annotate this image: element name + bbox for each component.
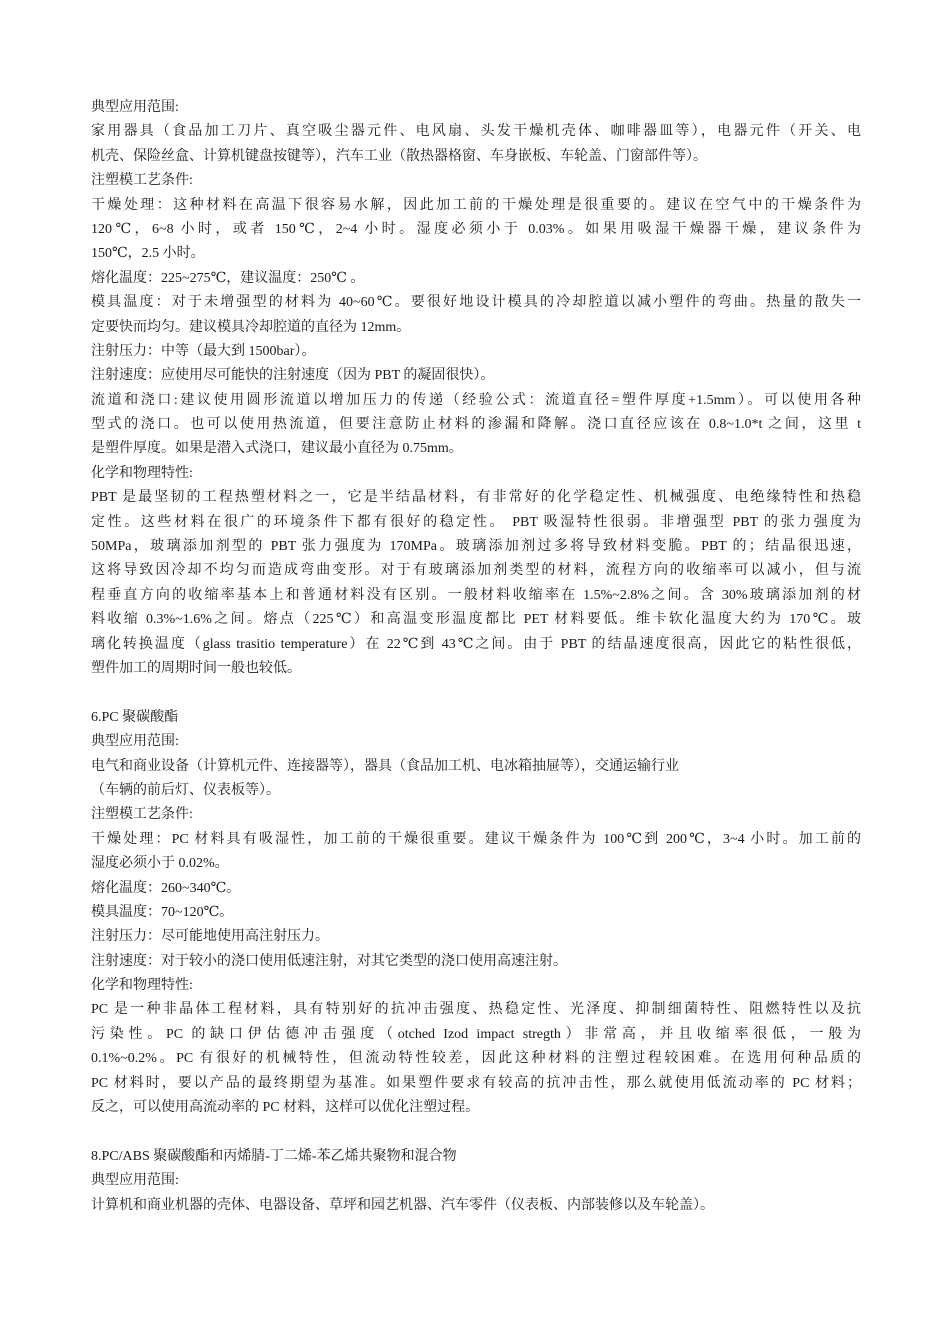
text-line: 注射压力：中等（最大到 1500bar）。 <box>91 343 316 359</box>
text-line: 6.PC 聚碳酸酯 <box>91 709 179 725</box>
section-pc-abs <box>91 1145 861 1218</box>
document-page <box>91 96 861 1218</box>
text-line: PC 材料时，要以产品的最终期望为基准。如果塑件要求有较高的抗冲击性，那么就使用低流动率的 PC 材料； <box>91 1075 861 1091</box>
text-line: PBT 是最坚韧的工程热塑材料之一，它是半结晶材料，有非常好的化学稳定性、机械强度、电绝缘特性和热稳 <box>91 490 861 506</box>
text-line: 型式的浇口。也可以使用热流道，但要注意防止材料的渗漏和降解。浇口直径应该在 0.8~1.0*t 之间，这里 t <box>91 417 861 433</box>
text-line: 料收缩 0.3%~1.6%之间。熔点（225℃）和高温变形温度都比 PET 材料要低。维卡软化温度大约为 170℃。玻 <box>91 612 861 628</box>
text-line: 流道和浇口:建议使用圆形流道以增加压力的传递（经验公式：流道直径=塑件厚度+1.5mm）。可以使用各种 <box>91 392 861 408</box>
text-line: 污染性。PC 的缺口伊估德冲击强度（otched Izod impact stregth）非常高，并且收缩率很低，一般为 <box>91 1026 861 1042</box>
text-line: 化学和物理特性: <box>91 465 193 481</box>
text-line: 典型应用范围: <box>91 1173 179 1189</box>
text-line: 定性。这些材料在很广的环境条件下都有很好的稳定性。 PBT 吸湿特性很弱。非增强型 PBT 的张力强度为 <box>91 514 861 530</box>
text-line: 模具温度：对于未增强型的材料为 40~60℃。要很好地设计模具的冷却腔道以减小塑件的弯曲。热量的散失一 <box>91 295 861 311</box>
section-gap <box>91 1120 861 1144</box>
text-line: 注射压力：尽可能地使用高注射压力。 <box>91 929 329 945</box>
text-line: 典型应用范围: <box>91 100 179 115</box>
text-line: 注射速度：应使用尽可能快的注射速度（因为 PBT 的凝固很快）。 <box>91 368 495 384</box>
text-line: 化学和物理特性: <box>91 978 193 994</box>
text-line: 150℃，2.5 小时。 <box>91 246 205 262</box>
text-line: 典型应用范围: <box>91 734 179 750</box>
text-line: 模具温度：70~120℃。 <box>91 904 234 920</box>
section-pc <box>91 706 861 1121</box>
text-line: 程垂直方向的收缩率基本上和普通材料没有区别。一般材料收缩率在 1.5%~2.8%之间。含 30%玻璃添加剂的材 <box>91 587 861 603</box>
text-line: 璃化转换温度（glass trasitio temperature）在 22℃到 43℃之间。由于 PBT 的结晶速度很高，因此它的粘性很低， <box>91 636 861 652</box>
text-line: 熔化温度：260~340℃。 <box>91 880 241 896</box>
text-line: 熔化温度：225~275℃，建议温度：250℃ 。 <box>91 270 365 286</box>
text-line: 50MPa，玻璃添加剂型的 PBT 张力强度为 170MPa。玻璃添加剂过多将导致材料变脆。PBT 的；结晶很迅速， <box>91 539 861 555</box>
text-line: 电气和商业设备（计算机元件、连接器等），器具（食品加工机、电冰箱抽屉等），交通运输行业 <box>91 758 679 774</box>
text-line: 是塑件厚度。如果是潜入式浇口，建议最小直径为 0.75mm。 <box>91 441 463 457</box>
text-line: （车辆的前后灯、仪表板等）。 <box>91 782 280 798</box>
text-line: 120℃，6~8 小时，或者 150℃，2~4 小时。湿度必须小于 0.03%。如果用吸湿干燥器干燥，建议条件为 <box>91 221 861 237</box>
text-line: 0.1%~0.2%。PC 有很好的机械特性，但流动特性较差，因此这种材料的注塑过程较困难。在选用何种品质的 <box>91 1051 861 1067</box>
text-line: 家用器具（食品加工刀片、真空吸尘器元件、电风扇、头发干燥机壳体、咖啡器皿等），电器元件（开关、电 <box>91 124 861 140</box>
text-line: 湿度必须小于 0.02%。 <box>91 856 229 872</box>
text-line: PC 是一种非晶体工程材料，具有特别好的抗冲击强度、热稳定性、光泽度、抑制细菌特性、阻燃特性以及抗 <box>91 1002 861 1018</box>
text-line: 干燥处理：PC 材料具有吸湿性，加工前的干燥很重要。建议干燥条件为 100℃到 200℃，3~4 小时。加工前的 <box>91 831 861 847</box>
text-line: 这将导致因冷却不均匀而造成弯曲变形。对于有玻璃添加剂类型的材料，流程方向的收缩率可以减小，但与流 <box>91 563 861 579</box>
text-line: 注塑模工艺条件: <box>91 173 193 189</box>
text-line: 注塑模工艺条件: <box>91 807 193 823</box>
text-line: 计算机和商业机器的壳体、电器设备、草坪和园艺机器、汽车零件（仪表板、内部装修以及车轮盖）。 <box>91 1197 714 1213</box>
section-pbt <box>91 96 861 681</box>
text-line: 机壳、保险丝盒、计算机键盘按键等），汽车工业（散热器格窗、车身嵌板、车轮盖、门窗部件等）。 <box>91 148 707 164</box>
text-line: 反之，可以使用高流动率的 PC 材料，这样可以优化注塑过程。 <box>91 1100 480 1116</box>
text-line: 注射速度：对于较小的浇口使用低速注射，对其它类型的浇口使用高速注射。 <box>91 953 567 969</box>
text-line: 干燥处理：这种材料在高温下很容易水解，因此加工前的干燥处理是很重要的。建议在空气中的干燥条件为 <box>91 197 861 213</box>
text-line: 8.PC/ABS 聚碳酸酯和丙烯腈-丁二烯-苯乙烯共聚物和混合物 <box>91 1148 457 1164</box>
text-line: 塑件加工的周期时间一般也较低。 <box>91 660 301 676</box>
section-gap <box>91 681 861 705</box>
text-line: 定要快而均匀。建议模具冷却腔道的直径为 12mm。 <box>91 319 411 335</box>
